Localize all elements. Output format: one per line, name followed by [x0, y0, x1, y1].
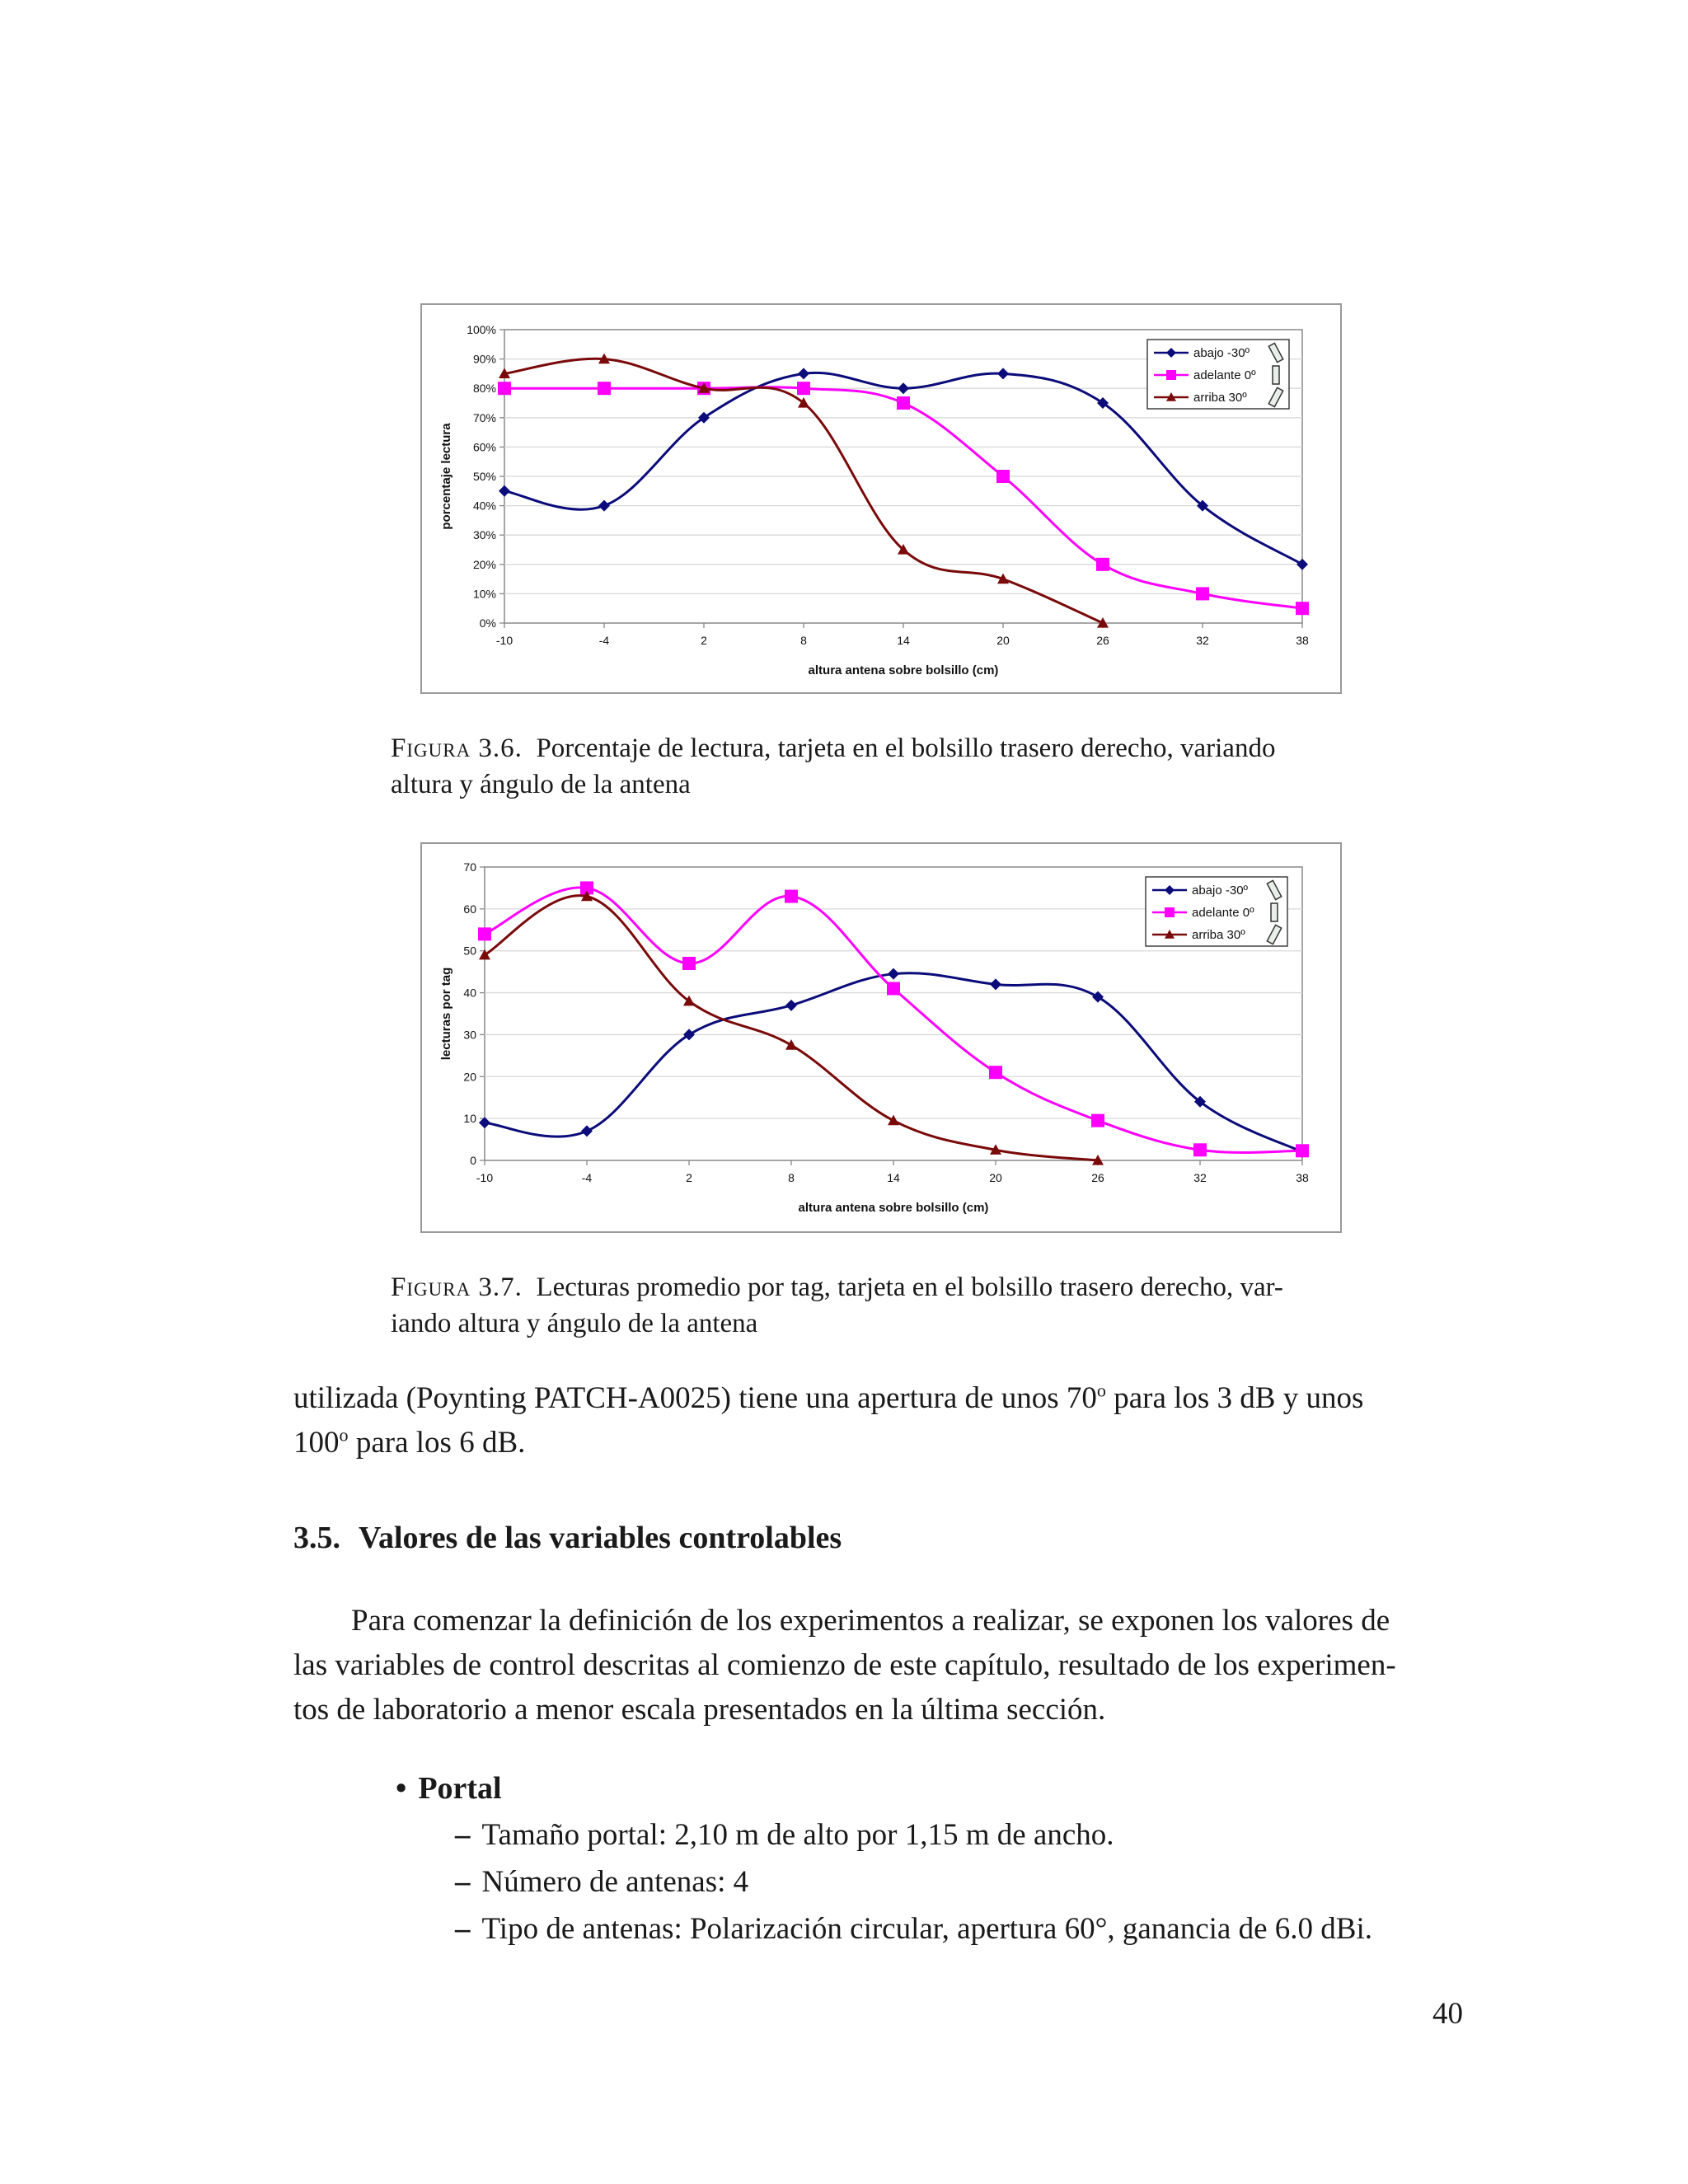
data-point-square: [996, 470, 1010, 483]
data-point-square: [887, 982, 900, 995]
y-tick-label: 60: [463, 902, 476, 916]
para-text: 100: [293, 1426, 340, 1460]
para-text: utilizada (Poynting PATCH-A0025) tiene una apertura de unos 70: [293, 1381, 1097, 1415]
superscript: o: [339, 1424, 349, 1446]
y-tick-label: 10: [463, 1112, 476, 1126]
antenna-upright-icon: [1271, 903, 1278, 921]
dash-icon: –: [455, 1865, 471, 1899]
x-tick-label: -4: [581, 1171, 593, 1184]
x-tick-label: 8: [788, 1171, 795, 1184]
y-tick-label: 30: [463, 1028, 476, 1042]
x-tick-label: 38: [1296, 1171, 1309, 1184]
data-point-square: [1166, 370, 1176, 380]
chart-svg-2: [422, 844, 1340, 1231]
y-axis-label: porcentaje lectura: [439, 423, 453, 530]
paragraph-intro: [293, 1599, 1467, 1732]
sub-list-item: [455, 1864, 748, 1900]
x-tick-label: 2: [701, 634, 707, 647]
sub-list-item: [455, 1911, 1372, 1947]
x-axis-label: altura antena sobre bolsillo (cm): [798, 1201, 989, 1215]
section-title: Valores de las variables controlables: [359, 1521, 842, 1555]
sub-list-text: Tipo de antenas: Polarización circular, apertura 60°, ganancia de 6.0 dBi.: [481, 1912, 1372, 1946]
data-point-square: [1296, 1144, 1309, 1157]
dash-icon: –: [455, 1818, 471, 1852]
y-tick-label: 90%: [472, 352, 496, 366]
para-text: para los 6 dB.: [348, 1426, 526, 1460]
x-tick-label: 26: [1096, 634, 1109, 647]
para-text: para los 3 dB y unos: [1105, 1381, 1364, 1415]
x-tick-label: 38: [1296, 634, 1309, 647]
sub-list-text: Número de antenas: 4: [481, 1865, 749, 1899]
figure-caption-3-6: [391, 730, 1380, 803]
y-tick-label: 60%: [472, 440, 496, 454]
y-tick-label: 40: [463, 986, 476, 1000]
caption-text: Lecturas promedio por tag, tarjeta en el bolsillo trasero derecho, var-: [536, 1272, 1283, 1302]
y-tick-label: 20: [463, 1070, 476, 1084]
sub-list-text: Tamaño portal: 2,10 m de alto por 1,15 m de ancho.: [481, 1818, 1114, 1852]
list-item-title: Portal: [418, 1771, 502, 1806]
x-tick-label: 2: [686, 1171, 692, 1184]
x-tick-label: 32: [1196, 634, 1209, 647]
dash-icon: –: [455, 1912, 471, 1946]
caption-text: Porcentaje de lectura, tarjeta en el bolsillo trasero derecho, variando: [536, 733, 1276, 763]
figure-label: Figura 3.7.: [391, 1272, 523, 1302]
y-tick-label: 40%: [472, 499, 496, 513]
page-number: 40: [1432, 1997, 1463, 2031]
data-point-square: [498, 382, 511, 395]
y-tick-label: 10%: [472, 587, 496, 601]
legend-entry: arriba 30º: [1193, 391, 1247, 405]
data-point-square: [989, 1066, 1002, 1079]
antenna-upright-icon: [1273, 366, 1279, 384]
figure-label: Figura 3.6.: [391, 733, 523, 763]
x-tick-label: 20: [989, 1171, 1002, 1184]
paragraph-antenna-aperture: [293, 1376, 1467, 1465]
y-tick-label: 0%: [479, 616, 496, 630]
y-tick-label: 50%: [472, 470, 496, 483]
data-point-square: [1193, 1143, 1207, 1156]
y-tick-label: 100%: [467, 323, 496, 336]
x-tick-label: -10: [495, 634, 513, 647]
para-line: Para comenzar la definición de los experimentos a realizar, se exponen los valores de: [351, 1604, 1390, 1638]
y-tick-label: 70%: [472, 410, 496, 424]
data-point-square: [797, 382, 810, 395]
y-tick-label: 80%: [472, 382, 496, 396]
section-number: 3.5.: [293, 1521, 340, 1555]
x-tick-label: 32: [1193, 1171, 1207, 1184]
para-line: las variables de control descritas al comienzo de este capítulo, resultado de los experimen-: [293, 1648, 1396, 1682]
data-point-square: [598, 382, 611, 395]
caption-text-line2: iando altura y ángulo de la antena: [391, 1309, 758, 1338]
data-point-square: [1096, 558, 1109, 571]
caption-text-line2: altura y ángulo de la antena: [391, 770, 691, 799]
list-item-portal: [396, 1770, 502, 1807]
data-point-square: [1165, 907, 1175, 917]
x-tick-label: 14: [887, 1171, 900, 1184]
legend-entry: adelante 0º: [1192, 906, 1254, 920]
data-point-square: [1196, 587, 1209, 600]
bullet-icon: •: [396, 1771, 407, 1806]
superscript: o: [1096, 1380, 1106, 1401]
legend-entry: abajo -30º: [1192, 883, 1249, 898]
data-point-square: [478, 927, 491, 940]
sub-list-item: [455, 1817, 1114, 1853]
data-point-square: [785, 890, 798, 903]
y-tick-label: 30%: [472, 528, 496, 542]
data-point-square: [1296, 602, 1309, 615]
x-axis-label: altura antena sobre bolsillo (cm): [808, 663, 999, 677]
y-tick-label: 70: [463, 860, 476, 874]
para-line: tos de laboratorio a menor escala presentados en la última sección.: [293, 1693, 1106, 1727]
legend-entry: arriba 30º: [1192, 928, 1245, 942]
chart-readings-per-tag: [420, 842, 1342, 1233]
y-tick-label: 20%: [472, 557, 496, 571]
legend-entry: abajo -30º: [1193, 346, 1250, 360]
x-tick-label: 26: [1091, 1171, 1104, 1184]
x-tick-label: 20: [996, 634, 1010, 647]
x-tick-label: -10: [476, 1171, 494, 1184]
x-tick-label: 14: [897, 634, 910, 647]
legend-entry: adelante 0º: [1193, 368, 1256, 382]
x-tick-label: -4: [598, 634, 610, 647]
data-point-square: [682, 957, 696, 970]
y-tick-label: 50: [463, 944, 476, 958]
data-point-square: [1091, 1114, 1104, 1127]
x-tick-label: 8: [800, 634, 807, 647]
y-axis-label: lecturas por tag: [439, 967, 453, 1061]
chart-svg-1: [422, 305, 1340, 692]
section-heading: [293, 1520, 842, 1556]
data-point-square: [897, 396, 910, 410]
figure-caption-3-7: [391, 1269, 1380, 1342]
y-tick-label: 0: [470, 1154, 476, 1167]
chart-reading-percentage: [420, 303, 1342, 694]
